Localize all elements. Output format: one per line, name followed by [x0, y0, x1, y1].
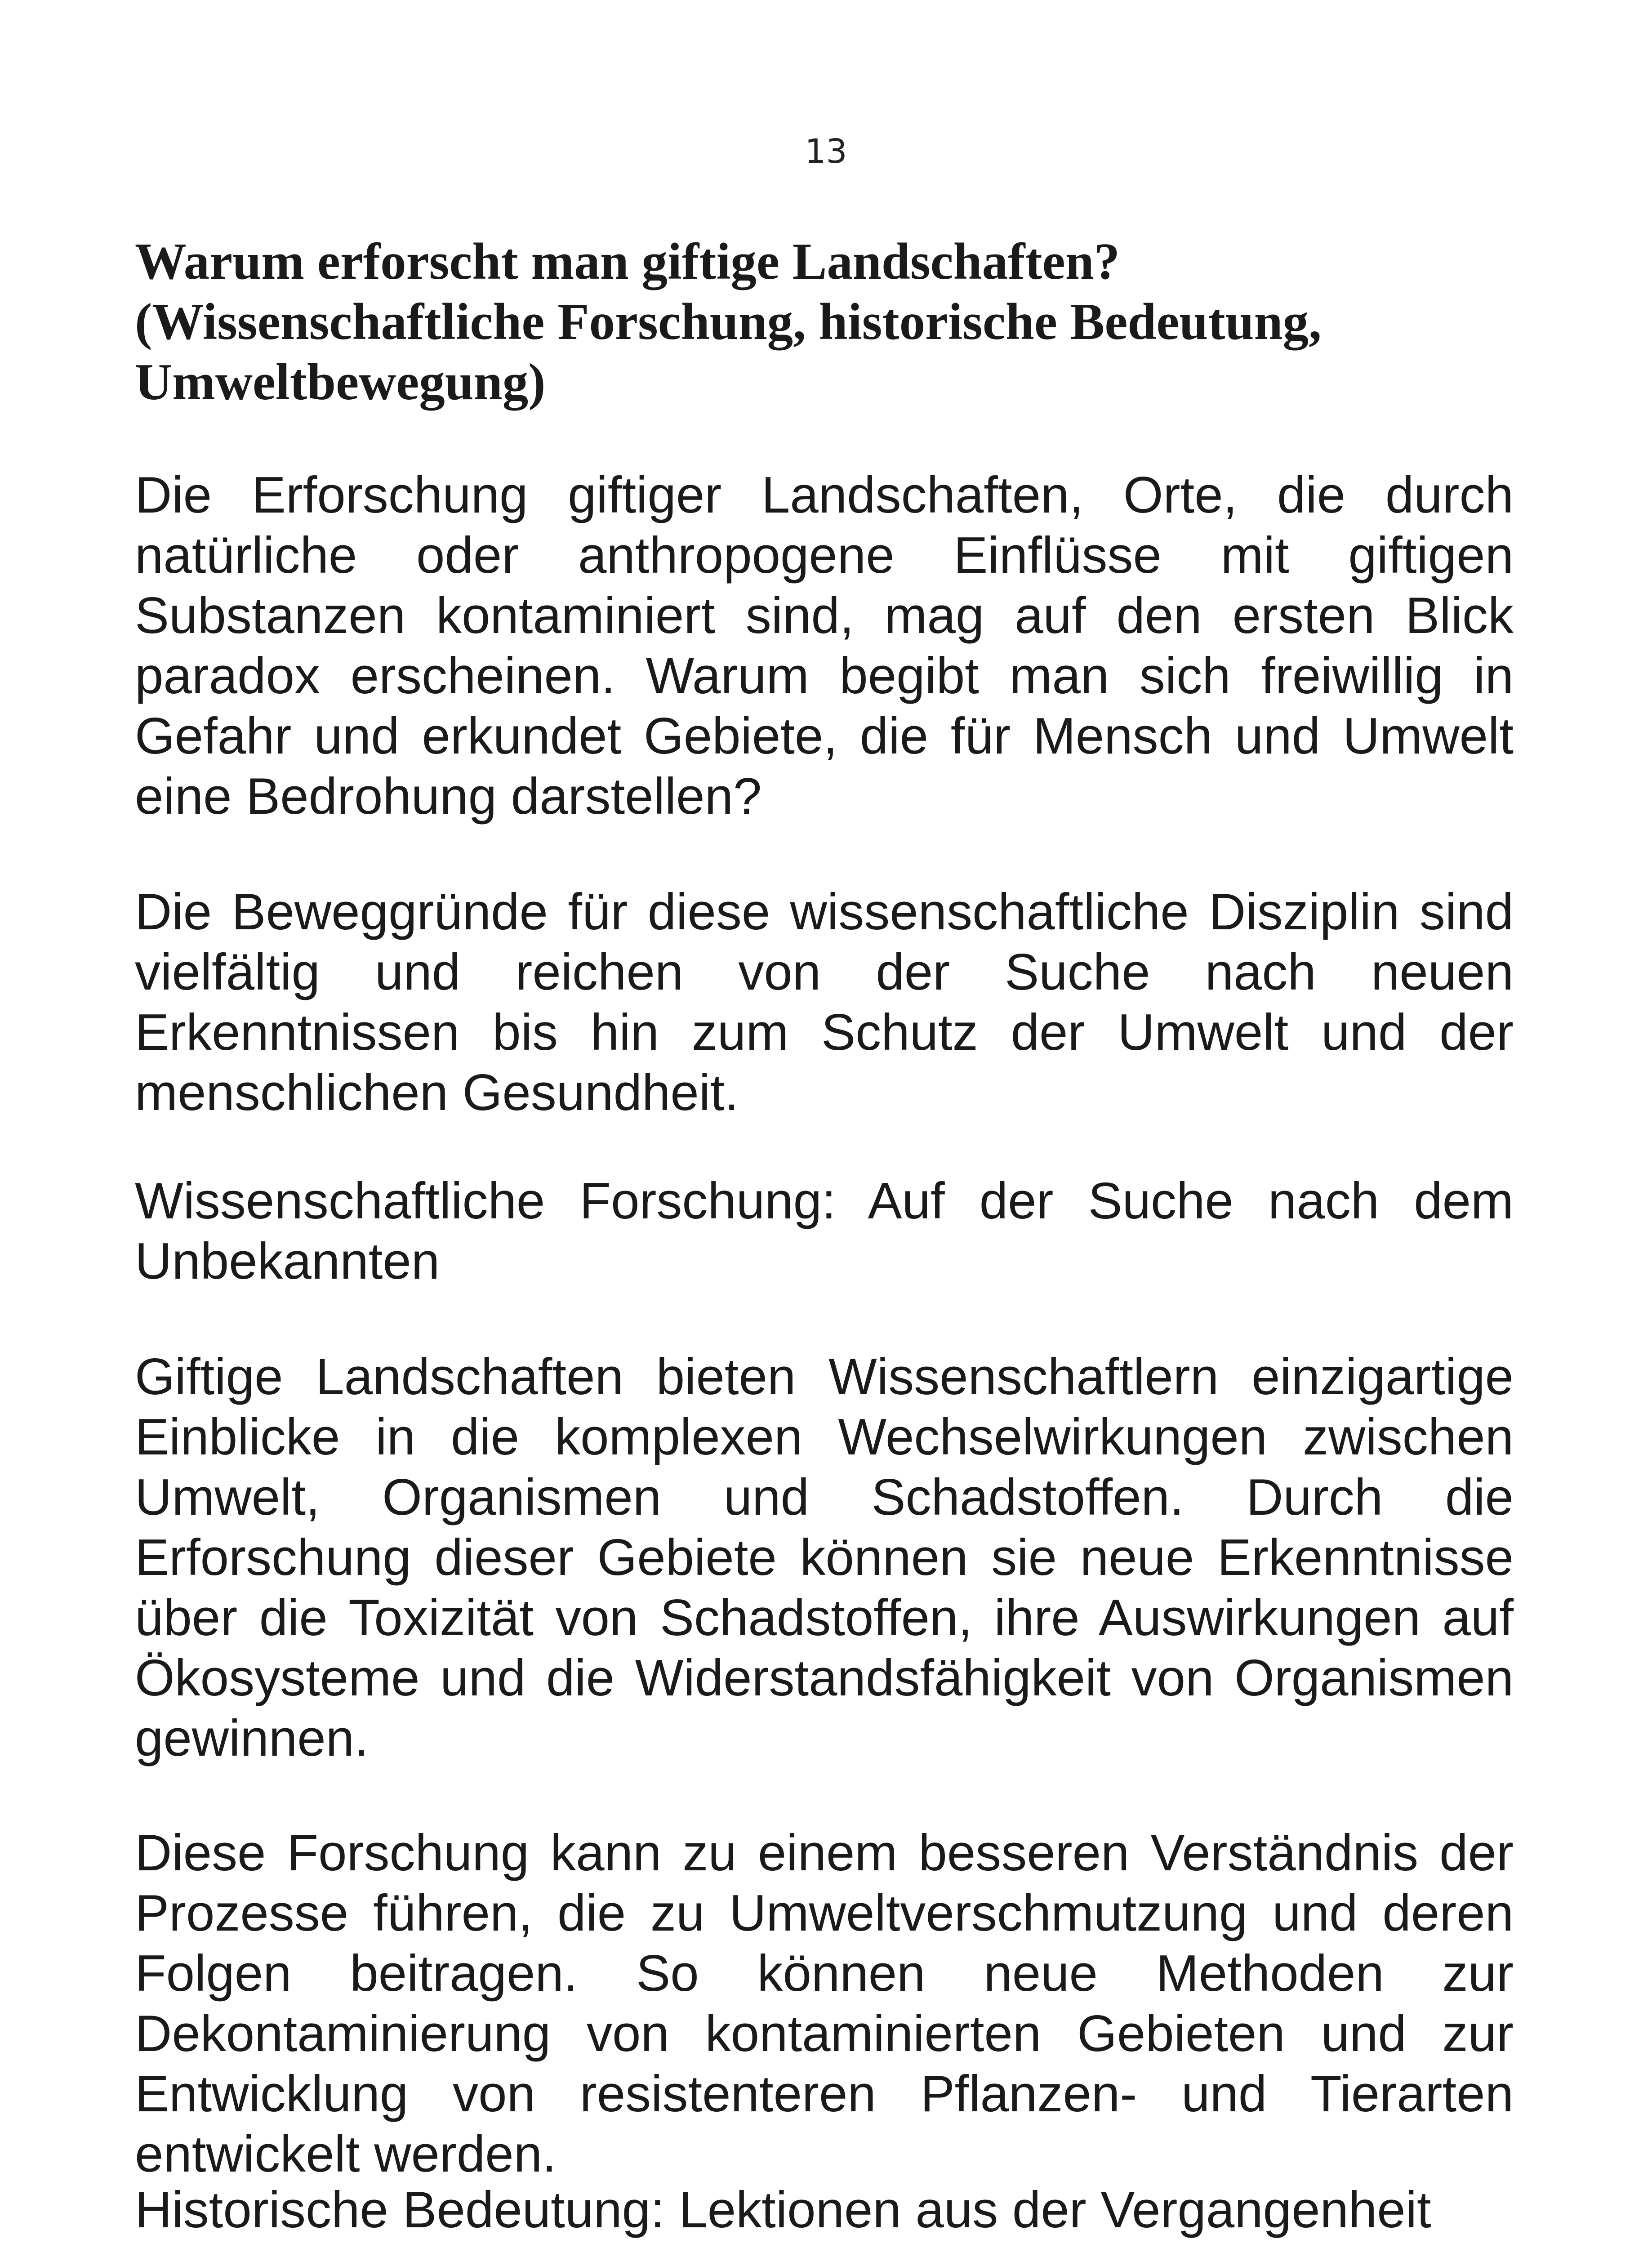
- paragraph-scientific-insights: Giftige Landschaften bieten Wissenschaftlern einzigartige Einblicke in die komplexen Wechselwirkungen zwischen Umwelt, Organismen und Schadstoffen. Durch die Erforschung dieser Gebiete können sie neue Erkenntnisse über die Toxizität von Schadstoffen, ihre Auswirkungen auf Ökosysteme und die Widerstandsfähigkeit von Organismen gewinnen.: [135, 1348, 1514, 1767]
- paragraph-motives: Die Beweggründe für diese wissenschaftliche Disziplin sind vielfältig und reichen von der Suche nach neuen Erkenntnissen bis hin zum Schutz der Umwelt und der menschlichen Gesundheit.: [135, 883, 1514, 1121]
- subheading-scientific-research: Wissenschaftliche Forschung: Auf der Suche nach dem Unbekannten: [135, 1173, 1514, 1290]
- page-number: 13: [805, 132, 847, 171]
- paragraph-research-outcomes: Diese Forschung kann zu einem besseren Verständnis der Prozesse führen, die zu Umweltverschmutzung und deren Folgen beitragen. So können neue Methoden zur Dekontaminierung von kontaminierten Gebieten und zur Entwicklung von resistenteren Pflanzen- und Tierarten entwickelt werden.: [135, 1824, 1514, 2183]
- chapter-heading: Warum erforscht man giftige Landschaften? (Wissenschaftliche Forschung, historische Bedeutung, Umweltbewegung): [135, 233, 1322, 410]
- subheading-historical-significance: Historische Bedeutung: Lektionen aus der Vergangenheit: [135, 2181, 1431, 2239]
- paragraph-intro: Die Erforschung giftiger Landschaften, Orte, die durch natürliche oder anthropogene Einflüsse mit giftigen Substanzen kontaminiert sind, mag auf den ersten Blick paradox erscheinen. Warum begibt man sich freiwillig in Gefahr und erkundet Gebiete, die für Mensch und Umwelt eine Bedrohung darstellen?: [135, 467, 1514, 825]
